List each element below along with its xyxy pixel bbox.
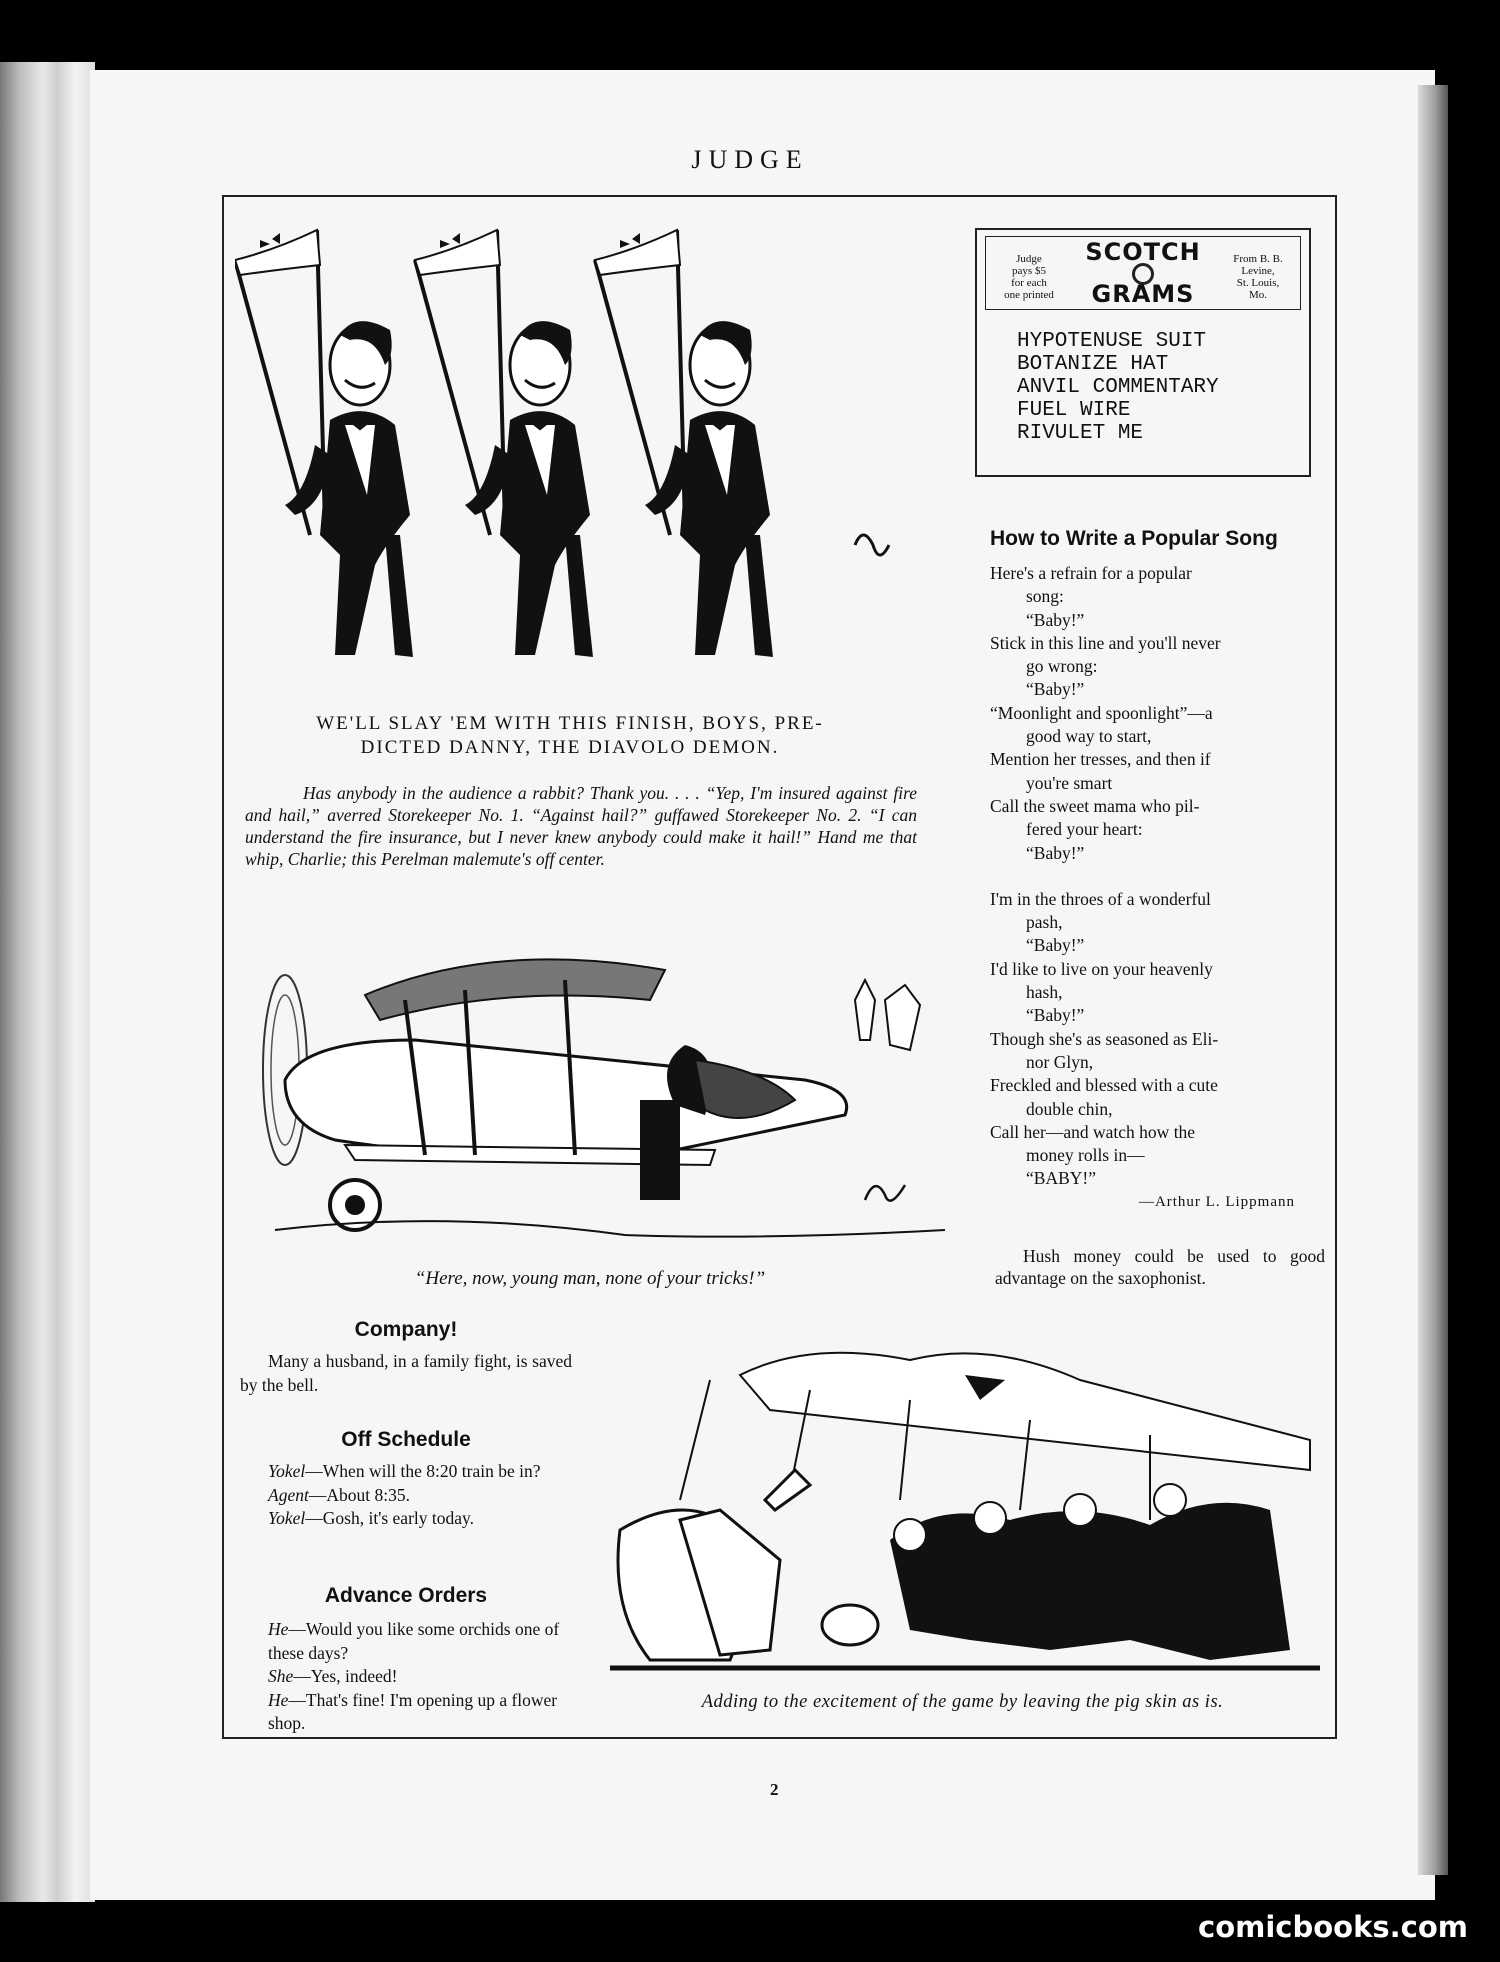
hush-money-joke: Hush money could be used to good advantage on the saxophonist. <box>995 1246 1325 1288</box>
scotch-o-grams-header <box>985 236 1301 310</box>
song-title: How to Write a Popular Song <box>990 527 1278 550</box>
page-number: 2 <box>770 1780 779 1799</box>
list-item: BOTANIZE HAT <box>1017 353 1169 376</box>
list-item: RIVULET ME <box>1017 422 1144 445</box>
gags-paragraph: Has anybody in the audience a rabbit? Thank you. . . . “Yep, I'm insured against fire and hail,” averred Storekeeper No. 1. “Against hail?” guffawed Storekeeper No. 2. “I can understand the fire insurance, but I never knew anybody could make it hail!” Hand me that whip, Charlie; this Perelman malemute's off center. <box>245 783 917 869</box>
payment-note: Judge pays $5 for each one printed <box>1004 253 1054 301</box>
list-item: FUEL WIRE <box>1017 399 1131 422</box>
biplane-cartoon <box>245 940 945 1255</box>
dancers-caption: WE'LL SLAY 'EM WITH THIS FINISH, BOYS, PRE- DICTED DANNY, THE DIAVOLO DEMON. <box>316 713 824 758</box>
football-cartoon <box>610 1350 1320 1680</box>
book-left-edge <box>0 62 95 1902</box>
dancers-cartoon <box>235 215 935 695</box>
advance-orders-title: Advance Orders <box>324 1584 488 1607</box>
contributor-note: From B. B. Levine, St. Louis, Mo. <box>1233 253 1283 301</box>
scotch-o-grams-logo: SCOTCH GRAMS <box>1085 238 1201 308</box>
football-caption: Adding to the excitement of the game by leaving the pig skin as is. <box>701 1692 1224 1712</box>
song-credit: —Arthur L. Lippmann <box>1138 1193 1295 1210</box>
list-item: ANVIL COMMENTARY <box>1017 376 1219 399</box>
company-title: Company! <box>354 1318 458 1341</box>
off-schedule-body: Yokel—When will the 8:20 train be in? Agent—About 8:35. Yokel—Gosh, it's early today. <box>268 1461 541 1528</box>
scotch-o-grams-words <box>1017 330 1219 445</box>
plane-caption: “Here, now, young man, none of your tricks!” <box>414 1268 766 1289</box>
masthead: JUDGE <box>691 145 809 174</box>
song-poem: Here's a refrain for a popular song: “Baby!” Stick in this line and you'll never go wrong: “Baby!” “Moonlight and spoonlight”—a good way to start, Mention her tresses, and then if you're smart Call the sweet mama who pil- fered your heart: “Baby!” I'm in the throes of a wonderful pash, “Baby!” I'd like to live on your heavenly hash, “Baby!” Though she's as seasoned as Eli- nor Glyn, Freckled and blessed with a cute double chin, Call her—and watch how the money rolls in— “BABY!” —Arthur L. Lippmann <box>990 562 1325 1214</box>
scotch-o-grams-box <box>975 228 1311 477</box>
book-right-edge <box>1418 85 1448 1875</box>
off-schedule-title: Off Schedule <box>341 1428 471 1451</box>
company-body: Many a husband, in a family fight, is saved by the bell. <box>240 1351 572 1395</box>
list-item: HYPOTENUSE SUIT <box>1017 330 1207 353</box>
watermark: comicbooks.com <box>1198 1910 1468 1944</box>
advance-orders-body: He—Would you like some orchids one of these days? She—Yes, indeed! He—That's fine! I'm opening up a flower shop. <box>268 1619 560 1733</box>
